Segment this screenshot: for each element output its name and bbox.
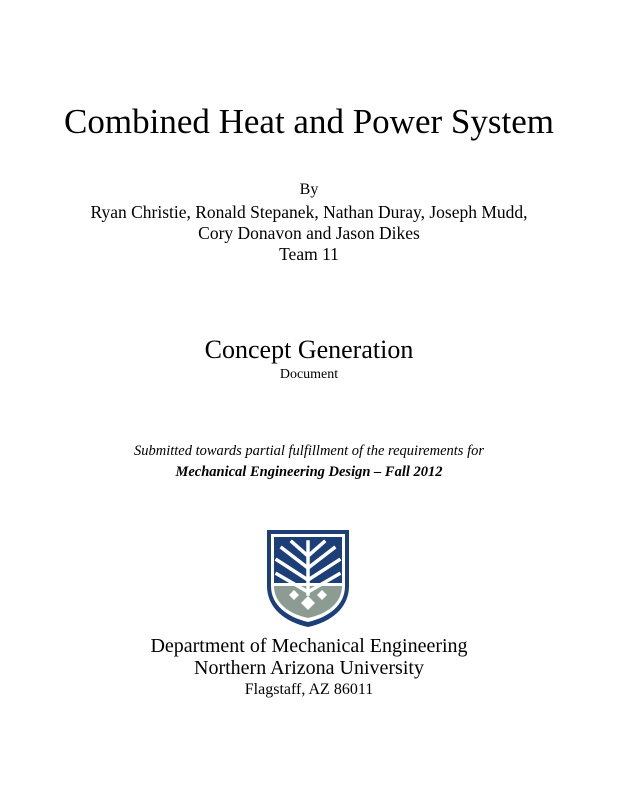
department-name: Department of Mechanical Engineering: [150, 635, 468, 657]
course-name: Mechanical Engineering Design – Fall 2012: [175, 464, 443, 480]
team-label: Team 11: [279, 244, 339, 264]
university-address: Flagstaff, AZ 86011: [244, 681, 374, 698]
authors-line-1: Ryan Christie, Ronald Stepanek, Nathan Duray, Joseph Mudd,: [90, 202, 528, 222]
report-title: Combined Heat and Power System: [64, 102, 554, 141]
authors-line-2: Cory Donavon and Jason Dikes: [198, 223, 420, 243]
document-type: Document: [279, 367, 339, 382]
university-name: Northern Arizona University: [194, 657, 424, 679]
by-label: By: [299, 181, 319, 198]
document-title: Concept Generation: [204, 335, 414, 364]
nau-shield-icon: [265, 528, 351, 628]
submission-statement: Submitted towards partial fulfillment of the requirements for: [133, 443, 484, 459]
